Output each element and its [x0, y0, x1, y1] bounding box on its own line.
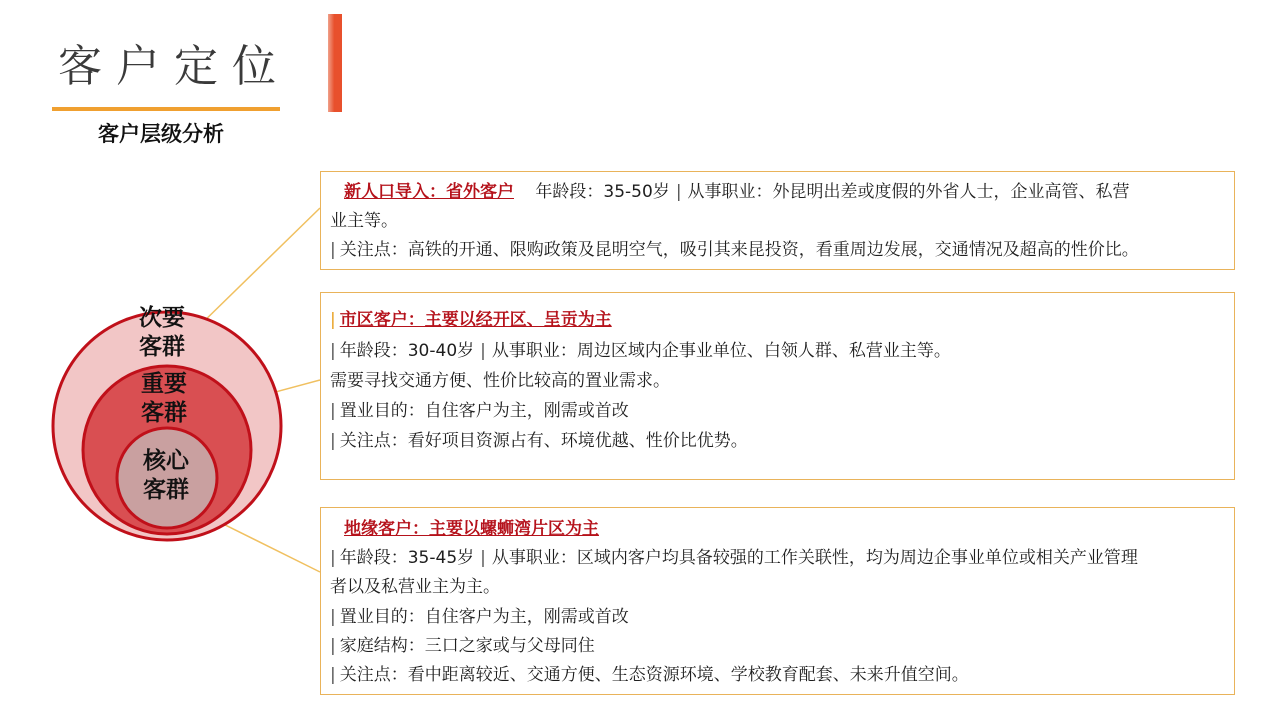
- core-family: 家庭结构：三口之家或与父母同住: [339, 636, 595, 656]
- core-age: 年龄段：35-45岁: [339, 548, 475, 568]
- core-job-2: 者以及私营业主为主。: [330, 577, 500, 597]
- connector-line-secondary: [195, 208, 320, 330]
- important-purpose: 置业目的：自住客户为主，刚需或首改: [339, 401, 629, 421]
- important-age: 年龄段：30-40岁: [339, 341, 475, 361]
- important-focus: 关注点：看好项目资源占有、环境优越、性价比优势。: [339, 431, 748, 451]
- secondary-line-1: 新人口导入：省外客户 年龄段：35-50岁 | 从事职业：外昆明出差或度假的外省人士，企业高管、私营: [344, 182, 1130, 202]
- core-heading: 地缘客户：主要以螺蛳湾片区为主: [344, 519, 599, 539]
- important-line-2: | 年龄段：30-40岁 | 从事职业：周边区域内企事业单位、白领人群、私营业主等。: [330, 341, 951, 361]
- important-purpose-line: | 置业目的：自住客户为主，刚需或首改: [330, 401, 629, 421]
- important-job: 从事职业：周边区域内企事业单位、白领人群、私营业主等。: [491, 341, 951, 361]
- secondary-age: 年龄段：35-50岁: [535, 182, 670, 202]
- core-focus: 关注点：看中距离较近、交通方便、生态资源环境、学校教育配套、未来升值空间。: [339, 665, 969, 685]
- page-title: 客户定位: [58, 41, 290, 92]
- secondary-heading: 新人口导入：省外客户: [344, 182, 514, 202]
- important-heading: 市区客户：主要以经开区、呈贡为主: [339, 310, 612, 330]
- secondary-focus: 关注点：高铁的开通、限购政策及昆明空气，吸引其来昆投资，看重周边发展，交通情况及超高的性价比。: [339, 240, 1139, 260]
- core-line-2: | 年龄段：35-45岁 | 从事职业：区域内客户均具备较强的工作关联性，均为周边企事业单位或相关产业管理: [330, 548, 1138, 568]
- secondary-job-1: 从事职业：外昆明出差或度假的外省人士，企业高管、私营: [687, 182, 1130, 202]
- core-job-1: 从事职业：区域内客户均具备较强的工作关联性，均为周边企事业单位或相关产业管理: [491, 548, 1138, 568]
- label-core-group: 核心 客群: [143, 448, 189, 503]
- secondary-focus-line: | 关注点：高铁的开通、限购政策及昆明空气，吸引其来昆投资，看重周边发展，交通情况及超高的性价比。: [330, 240, 1139, 260]
- core-purpose-line: | 置业目的：自住客户为主，刚需或首改: [330, 607, 629, 627]
- label-secondary-group: 次要 客群: [139, 305, 185, 360]
- important-line-1: | 市区客户：主要以经开区、呈贡为主: [330, 310, 612, 330]
- core-family-line: | 家庭结构：三口之家或与父母同住: [330, 636, 595, 656]
- core-line-1: [330, 515, 599, 544]
- core-focus-line: | 关注点：看中距离较近、交通方便、生态资源环境、学校教育配套、未来升值空间。: [330, 665, 969, 685]
- page-subtitle: 客户层级分析: [98, 122, 224, 146]
- important-focus-line: | 关注点：看好项目资源占有、环境优越、性价比优势。: [330, 431, 748, 451]
- label-important-group: 重要 客群: [141, 371, 187, 426]
- core-purpose: 置业目的：自住客户为主，刚需或首改: [339, 607, 629, 627]
- secondary-job-2: 业主等。: [330, 211, 398, 231]
- important-need: 需要寻找交通方便、性价比较高的置业需求。: [330, 371, 670, 391]
